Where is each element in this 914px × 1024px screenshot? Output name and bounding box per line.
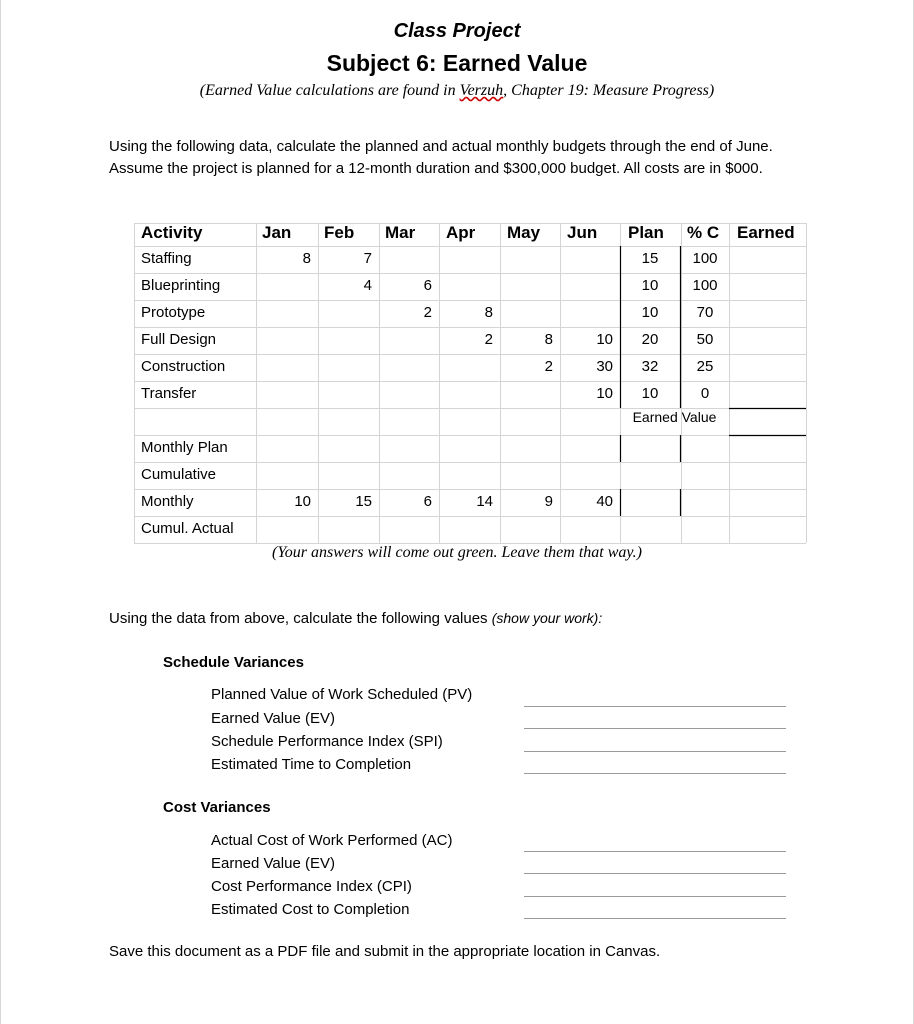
plan-cell: 10 — [641, 385, 659, 402]
column-header-feb: Feb — [324, 223, 355, 242]
table-cell: 15 — [355, 493, 372, 510]
plan-cell: 20 — [641, 331, 659, 348]
column-header-mar: Mar — [385, 223, 416, 242]
table-cell: 6 — [423, 493, 432, 510]
table-cell: 9 — [544, 493, 553, 510]
activity-label: Construction — [141, 358, 226, 375]
table-cell: 2 — [544, 358, 553, 375]
percent-complete-cell: 0 — [700, 385, 710, 402]
column-header-activity: Activity — [141, 223, 203, 242]
table-cell: 10 — [294, 493, 311, 510]
footer-instruction: Save this document as a PDF file and submit in the appropriate location in Canvas. — [109, 943, 661, 960]
summary-row-label: Cumulative — [141, 466, 217, 483]
schedule-variances-heading: Schedule Variances — [163, 654, 304, 671]
time-completion-label: Estimated Time to Completion — [211, 756, 412, 773]
percent-complete-cell: 100 — [692, 277, 718, 294]
ev-cost-answer-line[interactable] — [524, 873, 786, 874]
percent-complete-cell: 100 — [692, 250, 718, 267]
table-cell: 4 — [363, 277, 372, 294]
table-cell: 30 — [596, 358, 613, 375]
plan-cell: 10 — [641, 277, 659, 294]
table-cell: 14 — [476, 493, 493, 510]
table-cell: 7 — [363, 250, 372, 267]
column-header-plan: Plan — [628, 223, 664, 242]
prompt-italic: (show your work): — [491, 610, 603, 626]
column-header-jun: Jun — [567, 223, 598, 242]
table-cell: 40 — [596, 493, 613, 510]
ev-cost-label: Earned Value (EV) — [211, 855, 335, 872]
column-header-c: % C — [687, 223, 720, 242]
cost-completion-answer-line[interactable] — [524, 918, 786, 919]
percent-complete-cell: 70 — [696, 304, 714, 321]
intro-paragraph: Using the following data, calculate the planned and actual monthly budgets through the end of June. Assume the project is planned for a 12-month duration and $300,000 budget. All costs are in $000. — [109, 138, 773, 177]
table-cell: 8 — [302, 250, 311, 267]
earned-value-label: Earned Value — [632, 409, 717, 425]
activity-label: Prototype — [141, 304, 206, 321]
cpi-answer-line[interactable] — [524, 896, 786, 897]
plan-cell: 10 — [641, 304, 659, 321]
column-header-jan: Jan — [262, 223, 292, 242]
ac-label: Actual Cost of Work Performed (AC) — [211, 832, 453, 849]
answer-note: (Your answers will come out green. Leave them that way.) — [272, 544, 642, 561]
table-cell: 8 — [544, 331, 553, 348]
ev-answer-line[interactable] — [524, 728, 786, 729]
pv-answer-line[interactable] — [524, 706, 786, 707]
time-completion-answer-line[interactable] — [524, 773, 786, 774]
column-header-earned: Earned — [737, 223, 795, 242]
activity-label: Transfer — [141, 385, 197, 402]
reference-pre: (Earned Value calculations are found in — [199, 82, 460, 99]
calc-prompt — [109, 610, 602, 627]
table-cell: 6 — [423, 277, 432, 294]
activity-label: Full Design — [141, 331, 217, 348]
plan-cell: 15 — [641, 250, 659, 267]
column-header-apr: Apr — [446, 223, 476, 242]
spi-answer-line[interactable] — [524, 751, 786, 752]
table-cell: 8 — [484, 304, 493, 321]
ev-label: Earned Value (EV) — [211, 710, 335, 727]
percent-complete-cell: 25 — [696, 358, 714, 375]
cpi-label: Cost Performance Index (CPI) — [211, 878, 412, 895]
cost-variances-heading: Cost Variances — [163, 799, 271, 816]
cost-completion-label: Estimated Cost to Completion — [211, 901, 410, 918]
prompt-text: Using the data from above, calculate the following values — [109, 610, 492, 627]
table-cell: 10 — [596, 385, 613, 402]
table-cell: 2 — [484, 331, 493, 348]
percent-complete-cell: 50 — [696, 331, 714, 348]
reference-post: , Chapter 19: Measure Progress) — [503, 82, 715, 99]
summary-row-label: Monthly Plan — [141, 439, 228, 456]
doc-subtitle: Subject 6: Earned Value — [326, 50, 588, 76]
activity-label: Blueprinting — [141, 277, 221, 294]
ac-answer-line[interactable] — [524, 851, 786, 852]
summary-row-label: Cumul. Actual — [141, 520, 234, 537]
reference-author: Verzuh — [459, 82, 504, 99]
doc-title: Class Project — [393, 20, 521, 42]
pv-label: Planned Value of Work Scheduled (PV) — [211, 686, 473, 703]
spi-label: Schedule Performance Index (SPI) — [211, 733, 443, 750]
column-header-may: May — [507, 223, 541, 242]
table-cell: 2 — [423, 304, 432, 321]
plan-cell: 32 — [641, 358, 659, 375]
summary-row-label: Monthly — [141, 493, 194, 510]
activity-label: Staffing — [141, 250, 192, 267]
table-cell: 10 — [596, 331, 613, 348]
